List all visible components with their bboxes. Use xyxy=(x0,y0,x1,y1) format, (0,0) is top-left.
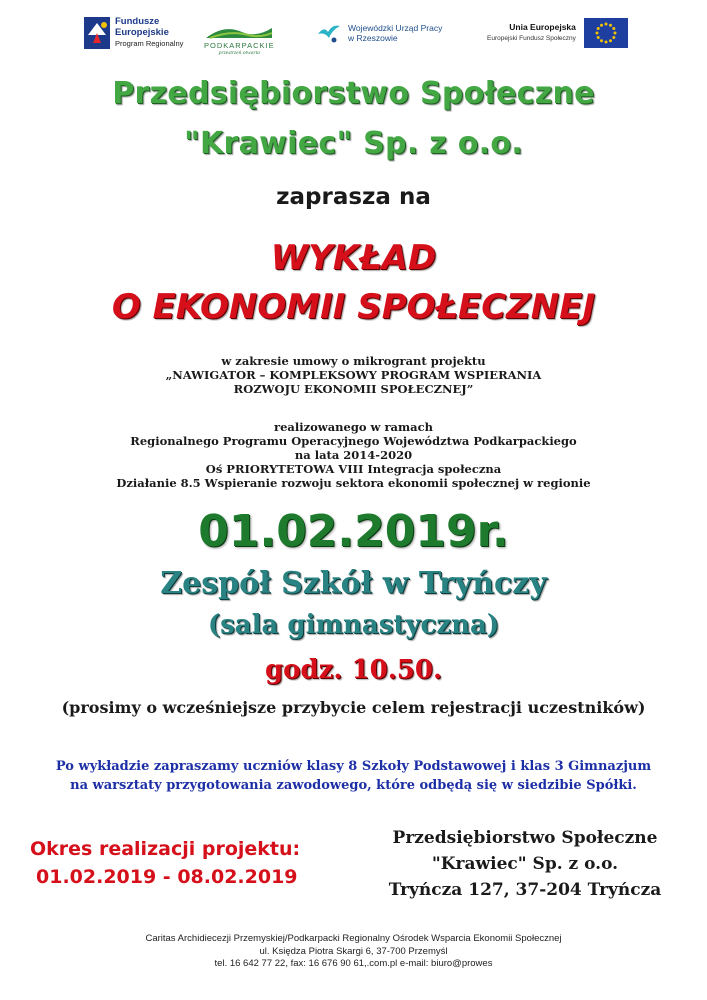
wup-birds-icon xyxy=(316,20,342,46)
address-line3: Tryńcza 127, 37-204 Tryńcza xyxy=(388,880,662,900)
podkarpackie-name: PODKARPACKIE xyxy=(204,41,275,50)
workshop-line1: Po wykładzie zapraszamy uczniów klasy 8 Szkoły Podstawowej i klas 3 Gimnazjum xyxy=(55,759,652,774)
registration-note: (prosimy o wcześniejsze przybycie celem rejestracji uczestników) xyxy=(61,698,646,717)
project-line8: Działanie 8.5 Wspieranie rozwoju sektora ekonomii społecznej w regionie xyxy=(116,476,591,490)
eu-flag-icon xyxy=(584,18,628,48)
project-line5: Regionalnego Programu Operacyjnego Województwa Podkarpackiego xyxy=(130,434,577,448)
logo-fundusze-europejskie xyxy=(84,16,183,49)
organizer-name-line2: "Krawiec" Sp. z o.o. xyxy=(184,126,523,161)
footer-line1: Caritas Archidiecezji Przemyskiej/Podkarpacki Regionalny Ośrodek Wsparcia Ekonomii Społecznej xyxy=(145,933,562,944)
wup-line1: Wojewódzki Urząd Pracy xyxy=(348,23,443,33)
organizer-name-line1: Przedsiębiorstwo Społeczne xyxy=(112,76,595,111)
wup-line2: w Rzeszowie xyxy=(348,33,398,43)
event-date: 01.02.2019r. xyxy=(198,506,509,557)
event-title-line1: WYKŁAD xyxy=(270,238,437,278)
project-line3: ROZWOJU EKONOMII SPOŁECZNEJ” xyxy=(233,382,474,396)
workshop-note xyxy=(0,757,707,795)
project-line4: realizowanego w ramach xyxy=(274,420,433,434)
organizer-address xyxy=(360,825,690,903)
event-time: godz. 10.50. xyxy=(264,655,443,685)
project-line2: „NAWIGATOR – KOMPLEKSOWY PROGRAM WSPIERANIA xyxy=(165,368,542,382)
logo-unia-europejska xyxy=(487,18,628,48)
project-line1: w zakresie umowy o mikrogrant projektu xyxy=(221,354,486,368)
fundusze-europejskie-icon xyxy=(84,17,110,49)
logo-podkarpackie xyxy=(204,22,275,56)
period-label: Okres realizacji projektu: xyxy=(30,838,301,860)
ue-line1: Unia Europejska xyxy=(509,22,576,32)
ue-line2: Europejski Fundusz Społeczny xyxy=(487,35,576,42)
project-line6: na lata 2014-2020 xyxy=(294,448,413,462)
podkarpackie-tagline: przestrzeń otwarta xyxy=(218,50,260,56)
footer-line2: ul. Księdza Piotra Skargi 6, 37-700 Przemyśl xyxy=(259,945,448,957)
project-block-2 xyxy=(0,420,707,490)
footer-line3: tel. 16 642 77 22, fax: 16 676 90 61,.com.pl e-mail: biuro@prowes xyxy=(214,958,493,969)
event-title-line2: O EKONOMII SPOŁECZNEJ xyxy=(111,287,596,327)
address-line1: Przedsiębiorstwo Społeczne xyxy=(392,828,658,848)
footer xyxy=(0,933,707,971)
podkarpackie-mountains-icon xyxy=(204,22,274,40)
event-venue: Zespół Szkół w Tryńczy xyxy=(160,566,547,601)
project-period xyxy=(30,835,330,891)
fe-line1: Fundusze xyxy=(115,16,160,27)
address-line2: "Krawiec" Sp. z o.o. xyxy=(431,854,619,874)
event-room: (sala gimnastyczna) xyxy=(207,610,500,640)
project-block-1 xyxy=(0,354,707,396)
project-line7: Oś PRIORYTETOWA VIII Integracja społeczna xyxy=(205,462,502,476)
workshop-line2: na warsztaty przygotowania zawodowego, które odbędą się w siedzibie Spółki. xyxy=(70,778,637,793)
invites-text: zaprasza na xyxy=(276,184,431,210)
logo-wup xyxy=(316,20,442,46)
fe-line2: Europejskie xyxy=(115,27,169,38)
period-dates: 01.02.2019 - 08.02.2019 xyxy=(36,866,298,888)
fe-line3: Program Regionalny xyxy=(115,39,184,48)
